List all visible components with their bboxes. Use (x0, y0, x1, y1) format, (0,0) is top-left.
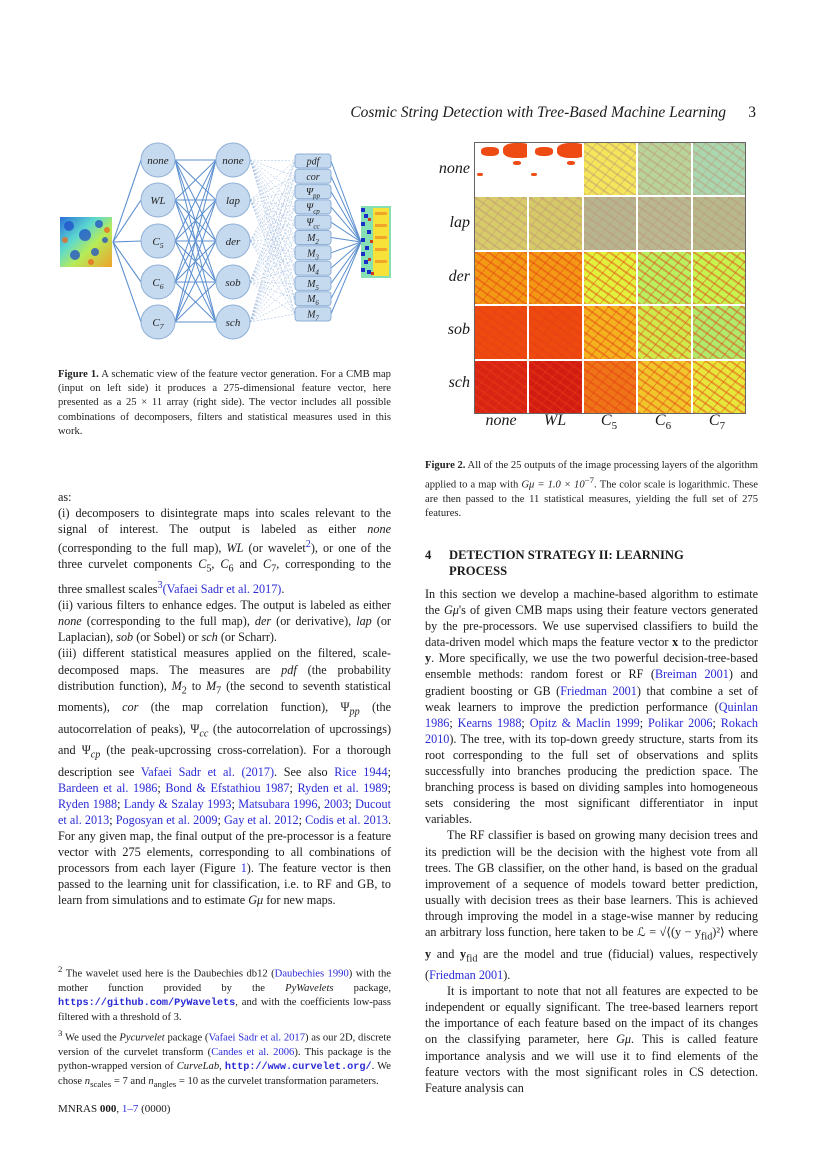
paragraph-1: In this section we develop a machine-based algorithm to estimate the Gμ's of given CMB maps using their feature vectors generated by the pre-processors. We use supervised classifiers to build the data-driven model which maps the feature vector x to the predictor y. More specifically, we use the two powerful decision-tree-based ensemble methods: random forest or RF (Breiman 2001) and gradient boosting or GB (Friedman 2001) that combine a set of weak learners to improve the prediction performance (Quinlan 1986; Kearns 1988; Opitz & Maclin 1999; Polikar 2006; Rokach 2010). The tree, with its top-down greedy structure, starts from its root corresponding to the full set of observations and splits successfully into branches producing the prediction space. The branching process is based on dividing samples into homogeneous sets considering the most significant differentiator in input variables. (425, 587, 759, 827)
edge (250, 314, 295, 322)
section-heading (425, 547, 758, 579)
node-label: $M_5$ (307, 278, 319, 292)
edge (250, 238, 295, 283)
map-spot (79, 229, 91, 241)
feature-cell (375, 224, 387, 227)
fig2-cell-sch-C7 (693, 361, 745, 413)
edge (250, 283, 295, 322)
citation-link[interactable]: Vafaei Sadr et al. (2017) (140, 764, 275, 779)
node-label: sob (225, 277, 241, 289)
feature-cell (361, 252, 365, 256)
figure-1-caption-text: A schematic view of the feature vector generation. For a CMB map (input on left side) it produces a 275-dimensional feature vector, here presented as a 25 × 11 array (right side). The vector includes all possible combinations of decomposers, filters and statistical measures used in this work. (58, 369, 391, 437)
feature-cell (367, 230, 371, 234)
footnotes (58, 962, 391, 1092)
node-label: none (147, 155, 169, 167)
edge (113, 200, 141, 242)
citation-link[interactable]: Daubechies 1990 (274, 968, 349, 980)
node-label: lap (225, 195, 241, 207)
right-column-text (425, 586, 758, 1096)
edge (113, 242, 141, 282)
edge (250, 268, 295, 322)
edge (250, 160, 295, 268)
citation-link[interactable]: Breiman 2001 (654, 667, 729, 682)
citation-link[interactable]: Matsubara 1996 (238, 796, 318, 811)
fig2-cell-sch-none (475, 361, 527, 413)
citation-link[interactable]: Polikar 2006 (648, 715, 713, 730)
figure-2-caption: Figure 2. All of the 25 outputs of the image processing layers of the algorithm applied to a map with $G\mu = 1.0 \times 10^{-7}$. The color scale is logarithmic. These are then passed to the 11 statistical measures, yielding the full set of 275 features. (425, 460, 758, 520)
figure-2-label: Figure 2. (425, 460, 466, 471)
feature-cell (361, 238, 365, 242)
feature-cell (368, 218, 371, 221)
fig2-col-label: $C_6$ (654, 412, 672, 433)
footnote-ref-2[interactable]: 2 (305, 539, 311, 551)
node-label: WL (150, 195, 166, 207)
citation-link[interactable]: Rokach 2010 (425, 715, 759, 746)
edge (250, 160, 295, 161)
section-title-line1: DETECTION STRATEGY II: LEARNING (449, 548, 684, 562)
section-title-line2: PROCESS (449, 564, 508, 578)
fig2-cell-none-C7 (693, 143, 745, 195)
map-blob (477, 173, 483, 176)
edge (250, 192, 295, 241)
citation-link[interactable]: Ryden et al. 1989 (297, 780, 388, 795)
fig2-cell-sob-WL (529, 306, 581, 358)
edge (250, 160, 295, 192)
edge (250, 241, 295, 253)
feature-vector-output (361, 206, 391, 278)
figure-1-nodes (141, 143, 331, 339)
map-blob (535, 147, 553, 156)
fig2-row-label: sob (447, 321, 470, 338)
node-label: $M_2$ (307, 233, 319, 246)
edge (331, 207, 361, 242)
citation-link[interactable]: (Vafaei Sadr et al. 2017) (162, 582, 282, 597)
edge (331, 161, 361, 242)
citation-link[interactable]: Bardeen et al. 1986 (58, 780, 158, 795)
map-blob (567, 161, 575, 165)
fig2-cell-der-C7 (693, 252, 745, 304)
feature-cell (370, 240, 373, 243)
node-label: $M_4$ (307, 263, 319, 277)
map-spot (88, 259, 94, 265)
feature-cell (365, 246, 369, 250)
fig2-row-label: sch (448, 374, 470, 391)
figure-1-caption (58, 368, 391, 439)
map-spot (95, 220, 103, 228)
edge (250, 282, 295, 299)
node-label: pdf (306, 156, 320, 168)
citation-list: Rice 1944; Bardeen et al. 1986; Bond & Efstathiou 1987; Ryden et al. 1989; Ryden 1988; Landy & Szalay 1993; Matsubara 1996, 2003; Ducout et al. 2013; Pogosyan et al. 2009; Gay et al. 2012; Codis et al. 2013. (58, 764, 392, 827)
node-label: der (225, 236, 241, 248)
fig2-cell-none-WL (529, 143, 581, 195)
feature-cell (364, 260, 368, 264)
edge (250, 253, 295, 322)
edge (113, 242, 141, 322)
edge (331, 238, 361, 243)
citation-link[interactable]: Pogosyan et al. 2009 (115, 813, 218, 827)
fig2-col-label: $C_5$ (600, 412, 618, 433)
edge (331, 242, 361, 299)
edge (250, 299, 295, 322)
footnote-3: $^3$ We used the Pycurvelet package (Vafaei Sadr et al. 2017) as our 2D, discrete version of the curvelet transform (Candes et al. 2006). This package is the python-wrapped version of CurveLab, http://www.curvelet.org/. We chose $n_{scales} = 7$ and $n_{angles} = 10$ as the curvelet transformation parameters. (58, 1027, 391, 1090)
feature-cell (361, 268, 365, 272)
map-spot (64, 221, 74, 231)
figure-ref-link[interactable]: 1 (240, 861, 247, 876)
feature-cell (375, 260, 387, 263)
fig2-cell-der-C5 (584, 252, 636, 304)
edge (113, 160, 141, 242)
feature-cell (368, 258, 371, 261)
paragraph-item-3: (iii) different statistical measures applied on the filtered, scale-decomposed maps. The measures are pdf (the probability distribution function), $M_2$ to $M_7$ (the second to seventh statistical moments), cor (the map correlation function), $\Psi_{pp}$ (the autocorrelation of peaks), $\Psi_{cc}$ (the autocorrelation of upcrossings) and $\Psi_{cp}$ (the peak-upcrossing cross-correlation). For a thorough description see Vafaei Sadr et al. (2017). See also Rice 1944; Bardeen et al. 1986; Bond & Efstathiou 1987; Ryden et al. 1989; Ryden 1988; Landy & Szalay 1993; Matsubara 1996, 2003; Ducout et al. 2013; Pogosyan et al. 2009; Gay et al. 2012; Codis et al. 2013. For any given map, the final output of the pre-processor is a feature vector with 275 elements, corresponding to all combinations of processors from each layer (Figure 1). The feature vector is then passed to the learning unit for classification, i.e. to RF and GB, to learn from simulations and to estimate Gμ for new maps. (58, 646, 392, 908)
map-blob (531, 173, 537, 176)
url-link[interactable]: http://www.curvelet.org/ (224, 1061, 372, 1073)
node-label: $M_7$ (307, 309, 319, 323)
map-blob (481, 147, 499, 156)
citation-link[interactable]: Quinlan 1986 (425, 699, 758, 730)
fig2-col-label: $C_7$ (708, 412, 726, 433)
left-column-text (58, 489, 391, 909)
feature-cell (361, 222, 365, 226)
node-label: $\Psi_{pp}$ (305, 187, 321, 201)
fig2-cell-none-none (475, 143, 527, 195)
citation-link[interactable]: Ducout et al. 2013 (58, 796, 391, 827)
edge (331, 192, 361, 242)
node-label: $\Psi_{cc}$ (306, 217, 320, 231)
fig2-cell-lap-C7 (693, 197, 745, 249)
figure-1-label: Figure 1. (58, 369, 99, 380)
fig2-cell-sch-C6 (638, 361, 690, 413)
fig2-cell-sob-C6 (638, 306, 690, 358)
edge (250, 160, 295, 253)
citation-link[interactable]: Landy & Szalay 1993 (123, 796, 232, 811)
feature-cell (364, 214, 368, 218)
feature-cell (361, 208, 365, 212)
url-link[interactable]: https://github.com/PyWavelets (58, 998, 236, 1010)
paragraph-item-1: (i) decomposers to disintegrate maps into scales relevant to the signal of interest. The output is labeled as either none (corresponding to the full map), WL (or wavelet$^2$), or one of the three curvelet components $C_5$, $C_6$ and $C_7$, corresponding to the three smallest scales$^3$(Vafaei Sadr et al. 2017). (58, 506, 392, 597)
map-spot (104, 227, 110, 233)
citation-link[interactable]: Vafaei Sadr et al. 2017 (208, 1032, 306, 1044)
node-label: $\Psi_{cp}$ (306, 202, 320, 216)
node-label: $M_3$ (307, 248, 319, 262)
citation-link[interactable]: Codis et al. 2013 (305, 813, 388, 827)
edge (113, 241, 141, 242)
fig2-cell-sob-C5 (584, 306, 636, 358)
fig2-cell-der-C6 (638, 252, 690, 304)
map-spot (91, 248, 99, 256)
map-blob (503, 143, 527, 158)
map-blob (513, 161, 521, 165)
fig2-cell-lap-WL (529, 197, 581, 249)
paragraph-item-2: (ii) various filters to enhance edges. The output is labeled as either none (corresponding to the full map), der (or derivative), lap (or Laplacian), sob (or Sobel) or sch (or Scharr). (58, 598, 391, 645)
citation-link[interactable]: Gay et al. 2012 (223, 813, 299, 827)
map-spot (62, 237, 68, 243)
citation-link[interactable]: Bond & Efstathiou 1987 (165, 780, 290, 795)
edge (250, 192, 295, 282)
fig2-cell-none-C5 (584, 143, 636, 195)
edge (250, 176, 295, 282)
fig2-col-label: WL (543, 412, 567, 429)
edge (250, 200, 295, 268)
running-title: Cosmic String Detection with Tree-Based Machine Learning (350, 104, 726, 121)
fig2-cell-sob-C7 (693, 306, 745, 358)
node-label: none (222, 155, 244, 167)
node-label: $C_7$ (152, 317, 164, 331)
citation-link[interactable]: Rice 1944 (334, 764, 388, 779)
node-label: $C_6$ (152, 277, 164, 291)
footnote-ref-3[interactable]: 3 (157, 579, 163, 591)
feature-cell (367, 270, 371, 274)
paragraph-intro: as: (58, 490, 72, 504)
fig2-cell-sch-C5 (584, 361, 636, 413)
page-footer: MNRAS 000, 1–7 (0000) (58, 1103, 171, 1115)
citation-link[interactable]: Friedman 2001 (429, 968, 504, 983)
map-blob (557, 143, 581, 158)
citation-link[interactable]: Friedman 2001 (560, 683, 637, 698)
fig2-col-label: none (485, 412, 517, 429)
map-spot (70, 250, 80, 260)
fig2-row-label: none (438, 160, 470, 177)
node-label: sch (225, 317, 241, 329)
feature-cell (375, 236, 387, 239)
running-head (290, 104, 760, 126)
fig2-cell-der-WL (529, 252, 581, 304)
fig2-row-label: der (448, 268, 470, 285)
fig2-cell-none-C6 (638, 143, 690, 195)
citation-link[interactable]: Ryden 1988 (58, 796, 118, 811)
edge (331, 242, 361, 268)
citation-link[interactable]: Candes et al. 2006 (211, 1046, 295, 1058)
citation-link[interactable]: Kearns 1988 (457, 715, 522, 730)
edge (250, 282, 295, 283)
citation-list: Quinlan 1986; Kearns 1988; Opitz & Maclin 1999; Polikar 2006; Rokach 2010 (425, 699, 759, 746)
fig2-cell-der-none (475, 252, 527, 304)
feature-cell (375, 248, 387, 251)
feature-cell (375, 212, 387, 215)
figure-2-grid (474, 142, 746, 414)
edge (250, 161, 295, 282)
paragraph-2: The RF classifier is based on growing many decision trees and its prediction will be the decision with the highest vote from all trees. The GB classifier, on the other hand, is based on the gradual improvement of a sequence of models toward better prediction, usually with decision trees as their base learners. This is achieved through improving the model in a stage-wise manner by reducing an arbitrary loss function, here taken to be ℒ = √⟨(y − $y_{fid})^2⟩$ where y and $y_{fid}$ are the model and true (fiducial) values, respectively (Friedman 2001). (425, 828, 758, 983)
feature-cell (371, 272, 374, 275)
node-label: $M_6$ (307, 294, 319, 308)
page-number: 3 (748, 104, 756, 121)
section-number: 4 (425, 548, 432, 562)
citation-link[interactable]: Opitz & Maclin 1999 (529, 715, 640, 730)
citation-link[interactable]: 2003 (323, 796, 349, 811)
fig2-cell-lap-C5 (584, 197, 636, 249)
node-label: $C_5$ (152, 236, 164, 250)
figure-1-diagram (55, 140, 405, 340)
fig2-cell-lap-C6 (638, 197, 690, 249)
fig2-cell-lap-none (475, 197, 527, 249)
fig2-row-label: lap (449, 214, 470, 231)
pages-link[interactable]: 1–7 (121, 1103, 139, 1115)
paragraph-3: It is important to note that not all features are expected to be independent or equally significant. The tree-based learners report the importance of each feature based on the impact of its changes on the classifying parameter, here Gμ. This is called feature importance analysis and we will use it to find elements of the feature vectors with the most significant roles in CS detection. Feature analysis can (425, 984, 759, 1095)
fig2-cell-sob-none (475, 306, 527, 358)
map-spot (102, 237, 108, 243)
fig2-cell-sch-WL (529, 361, 581, 413)
feature-vector-band (373, 208, 389, 276)
cmb-input-map (60, 217, 112, 267)
footnote-2: $^2$ The wavelet used here is the Daubechies db12 (Daubechies 1990) with the mother function provided by the PyWavelets package, https://github.com/PyWavelets, and with the coefficients low-pass filtered with a threshold of 3. (58, 964, 391, 1024)
node-label: cor (306, 171, 320, 183)
